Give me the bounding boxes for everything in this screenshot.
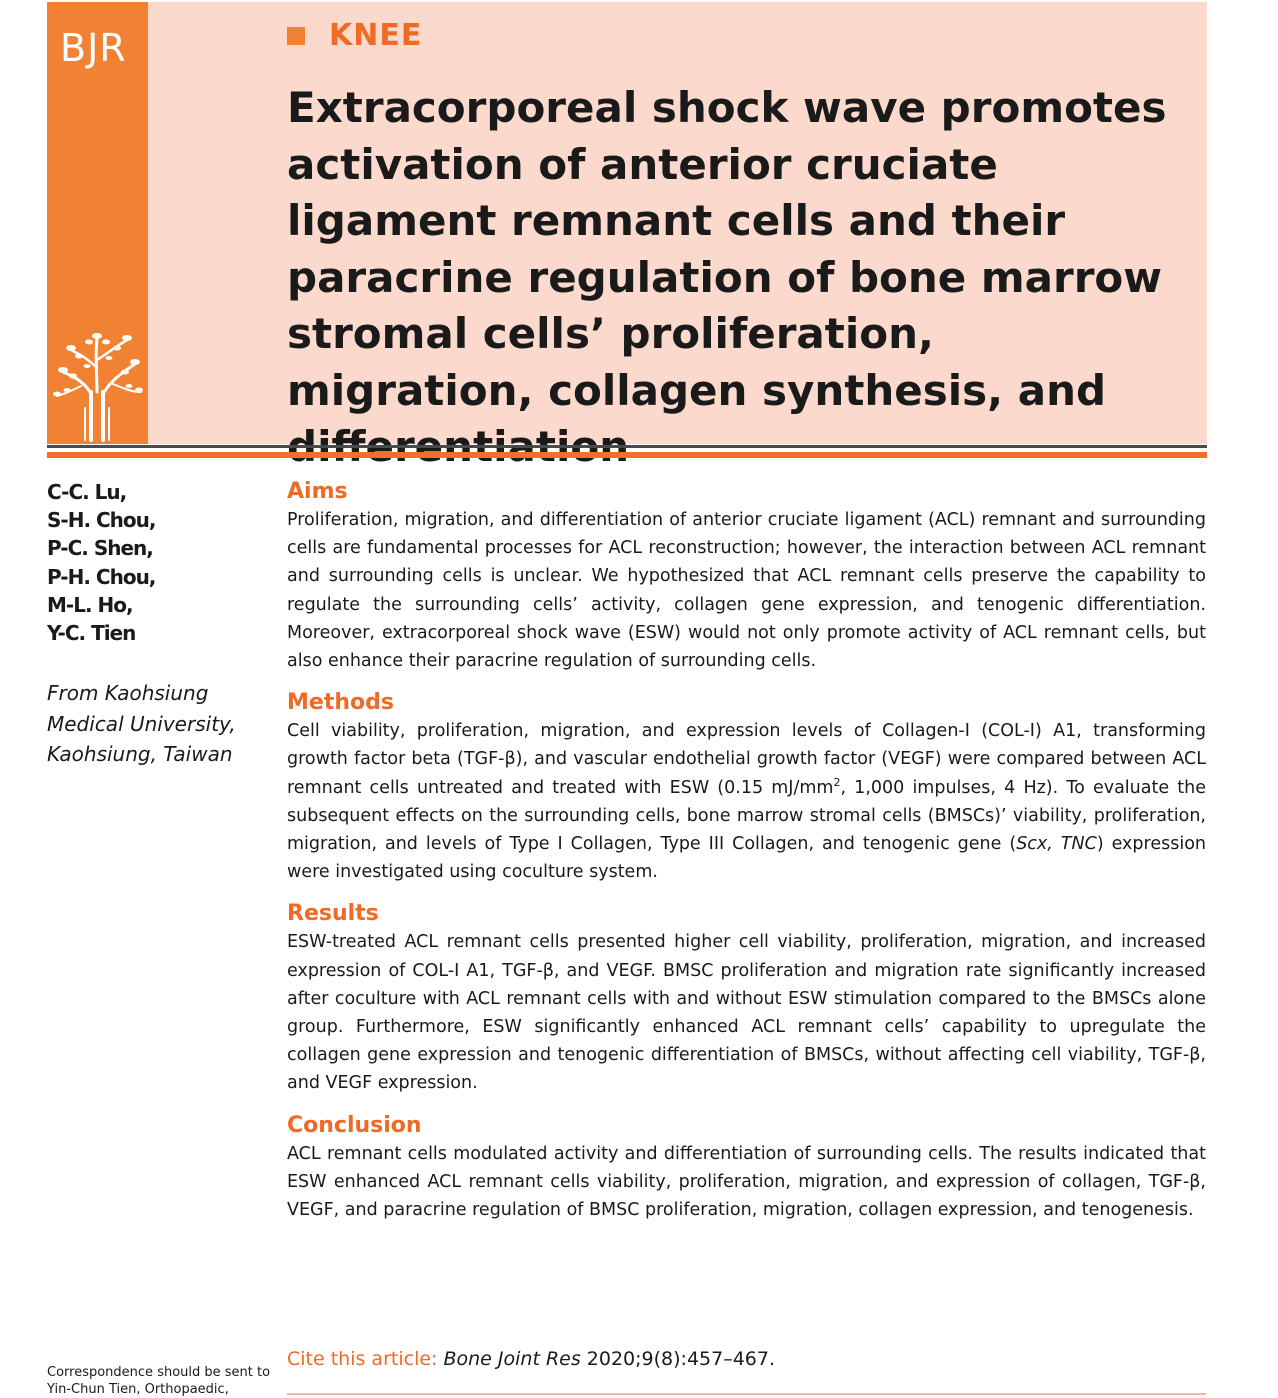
methods-text-part: Cell viability, proliferation, migration, and expression levels of Collagen-I (COL-I) A1, transforming growth factor beta (TGF-β), and vascular endothelial growth factor (VEGF) were compared between ACL remnant cells untreated and treated with ESW (0.15 mJ/mm xyxy=(287,721,1206,798)
aims-heading: Aims xyxy=(287,479,348,504)
tree-logo-icon xyxy=(51,328,145,442)
correspondence-note: Correspondence should be sent to Yin-Chun Tien, Orthopaedic, xyxy=(47,1365,271,1397)
article-title: Extracorporeal shock wave promotes activation of anterior cruciate ligament remnant cells and their paracrine regulation of bone marrow stromal cells’ proliferation, migration, collagen synthesis, and xyxy=(287,83,1167,415)
methods-text-part: , 1,000 impulses, 4 Hz). To evaluate the subsequent effects on the surrounding cells, bone marrow stromal cells (BMSCs)’ viability, proliferation, migration, and levels of Type I Collagen, Type III Collagen, and tenogenic gene ( xyxy=(287,777,1206,855)
footer-divider xyxy=(287,1393,1206,1395)
affiliation: From Kaohsiung Medical University, Kaohsiung, Taiwan xyxy=(47,681,236,766)
methods-heading: Methods xyxy=(287,690,394,716)
author-name: S-H. Chou, xyxy=(47,508,156,533)
section-label: KNEE xyxy=(329,18,423,53)
abstract xyxy=(287,478,1206,1224)
journal-brand-bar xyxy=(47,2,148,444)
cite-details: 2020;9(8):457–467. xyxy=(586,1348,776,1370)
conclusion-text: ACL remnant cells modulated activity and differentiation of surrounding cells. The results indicated that ESW enhanced ACL remnant cells viability, proliferation, migration, and expression of collagen, TGF-β, VEGF, and paracrine regulation of BMSC proliferation, migration, collagen expression, and tenogenesis. xyxy=(287,1143,1206,1221)
author-name: M-L. Ho, xyxy=(47,592,133,617)
gene-names: Scx, TNC xyxy=(1016,834,1097,855)
conclusion-heading: Conclusion xyxy=(287,1112,422,1138)
author-name: P-H. Chou, xyxy=(47,564,156,589)
aims-text: Proliferation, migration, and differentiation of anterior cruciate ligament (ACL) remnant and surrounding cells are fundamental processes for ACL reconstruction; however, the interaction between ACL remnant and surrounding cells is unclear. We hypothesized that ACL remnant cells preserve the capability to regulate the surrounding cells’ activity, collagen gene expression, and tenogenic differentiation. Moreover, extracorporeal shock wave (ESW) would not only promote activity of ACL remnant cells, but also enhance their paracrine regulation of surrounding cells. xyxy=(287,510,1206,672)
header-divider-orange xyxy=(47,452,1207,458)
section-marker-square-icon xyxy=(287,27,305,45)
author-name: C-C. Lu, xyxy=(47,480,127,504)
methods-text xyxy=(287,717,1206,886)
journal-logo-text: BJR xyxy=(60,26,127,70)
results-text: ESW-treated ACL remnant cells presented higher cell viability, proliferation, migration, and increased expression of COL-I A1, TGF-β, and VEGF. BMSC proliferation and migration rate significantly increased after coculture with ACL remnant cells with and without ESW stimulation compared to the BMSCs alone group. Furthermore, ESW significantly enhanced ACL remnant cells’ capability to upregulate the collagen gene expression and tenogenic differentiation of BMSCs, without affecting cell viability, TGF-β, and VEGF expression. xyxy=(287,932,1206,1094)
section-header xyxy=(287,18,422,53)
author-name: P-C. Shen, xyxy=(47,536,153,561)
author-name: Y-C. Tien xyxy=(47,621,136,646)
superscript-two: 2 xyxy=(833,775,841,789)
header-divider-dark xyxy=(47,445,1207,448)
results-heading: Results xyxy=(287,901,379,927)
cite-journal: Bone Joint Res xyxy=(443,1348,581,1370)
cite-label: Cite this article: xyxy=(287,1348,438,1370)
author-list xyxy=(47,478,156,647)
citation xyxy=(287,1345,775,1373)
methods-text-part: ) expression were investigated using coculture system. xyxy=(287,834,1206,883)
